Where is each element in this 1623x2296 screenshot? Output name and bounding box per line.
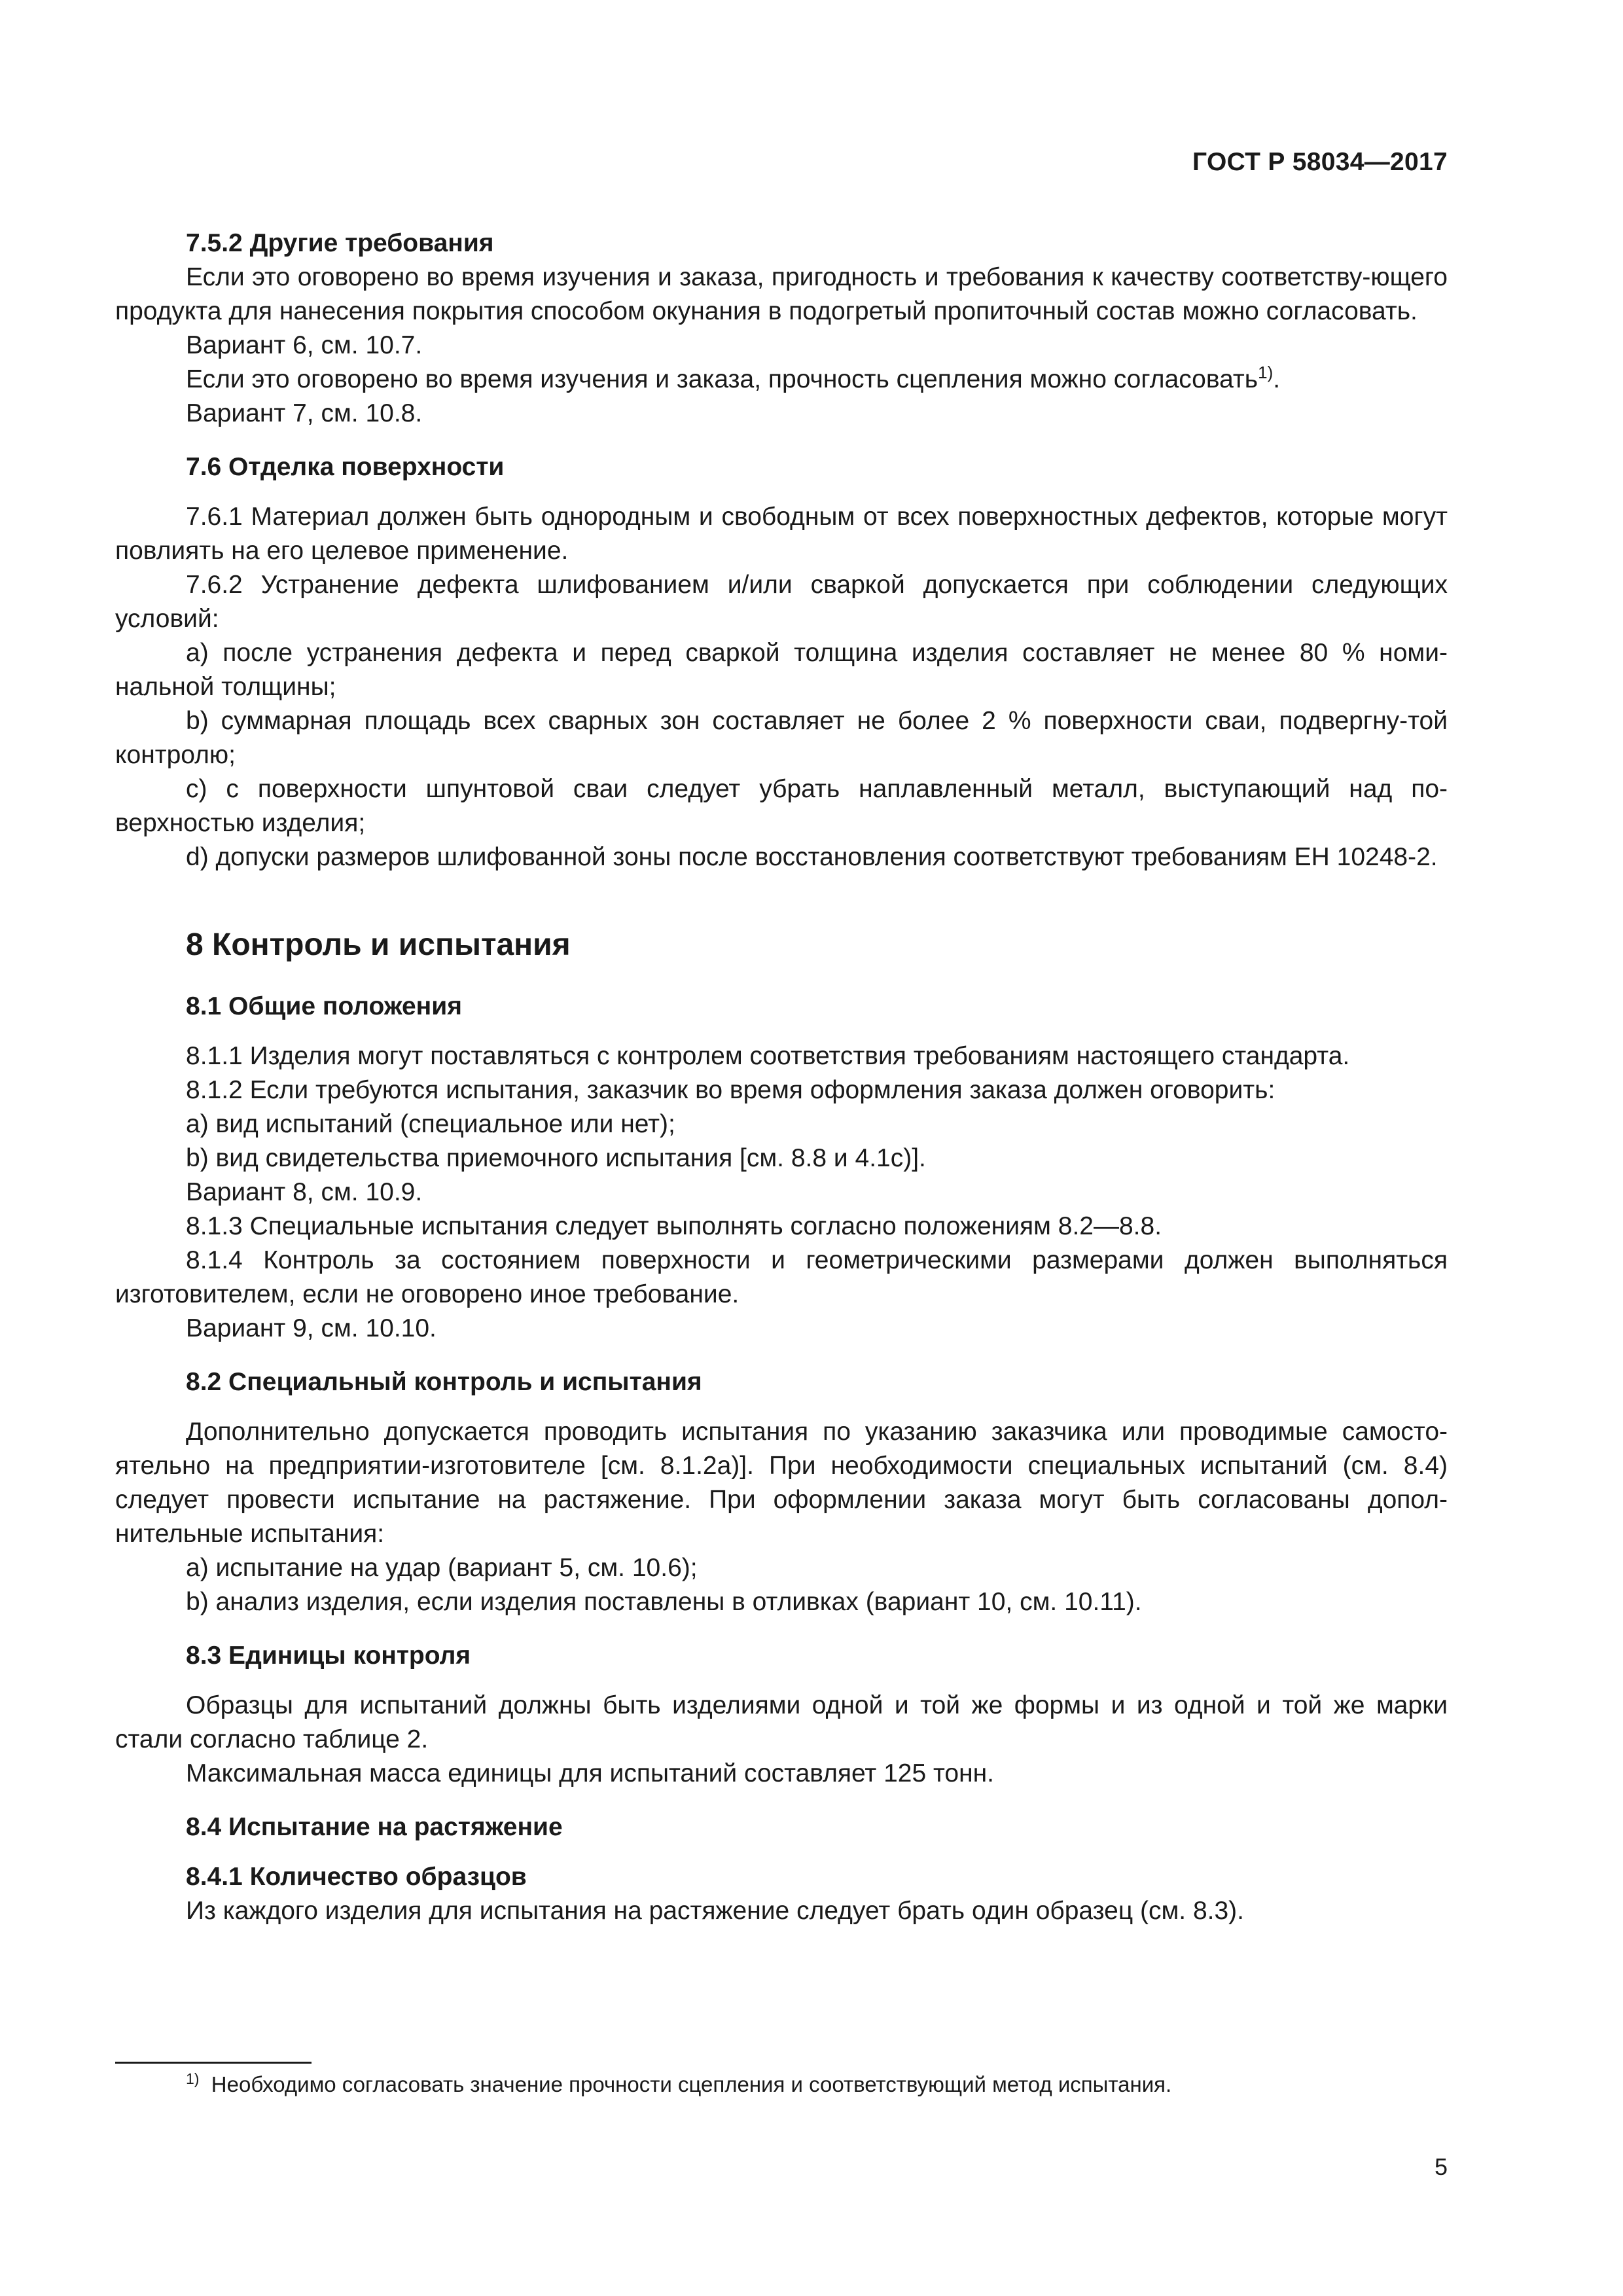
heading-8-4-1: 8.4.1 Количество образцов [186, 1863, 527, 1891]
footnote-marker: 1) [186, 2070, 200, 2087]
paragraph-7-6-2: 7.6.2 Устранение дефекта шлифованием и/или сваркой допускается при соблюдении следующих условий: [115, 571, 1448, 633]
paragraph-8-1-4: 8.1.4 Контроль за состоянием поверхности и геометрическими размерами должен выполняться изготовителем, если не оговорено иное требование. [115, 1246, 1448, 1308]
document-page [115, 0, 1448, 2296]
list-item-7-6-2-a: a) после устранения дефекта и перед сваркой толщина изделия составляет не менее 80 % номи-нальной толщины; [115, 639, 1448, 701]
heading-8-1: 8.1 Общие положения [186, 992, 462, 1020]
heading-section-8: 8 Контроль и испытания [186, 927, 571, 962]
paragraph-8-1-variant-9: Вариант 9, см. 10.10. [186, 1314, 437, 1342]
footnote [186, 2070, 1171, 2099]
page-number: 5 [1434, 2153, 1448, 2180]
page-body [115, 226, 1448, 1928]
heading-7-6: 7.6 Отделка поверхности [186, 453, 505, 481]
paragraph-8-3-2: Максимальная масса единицы для испытаний составляет 125 тонн. [186, 1759, 995, 1787]
paragraph-7-6-1: 7.6.1 Материал должен быть однородным и свободным от всех поверхностных дефектов, которые могут повлиять на его целевое применение. [115, 503, 1448, 565]
paragraph-8-1-3: 8.1.3 Специальные испытания следует выполнять согласно положениям 8.2—8.8. [186, 1212, 1162, 1240]
paragraph-7-5-2-3-end: . [1273, 365, 1281, 393]
paragraph-8-3-1: Образцы для испытаний должны быть изделиями одной и той же формы и из одной и той же марки стали согласно таблице 2. [115, 1691, 1448, 1753]
paragraph-8-1-variant-8: Вариант 8, см. 10.9. [186, 1178, 423, 1206]
paragraph-7-5-2-variant-7: Вариант 7, см. 10.8. [186, 399, 423, 427]
list-item-8-1-2-b: b) вид свидетельства приемочного испытания [см. 8.8 и 4.1c)]. [186, 1144, 926, 1172]
list-item-7-6-2-d: d) допуски размеров шлифованной зоны после восстановления соответствуют требованиям ЕН 10248-2. [186, 843, 1438, 871]
paragraph-7-5-2-variant-6: Вариант 6, см. 10.7. [186, 331, 423, 359]
footnote-text: Необходимо согласовать значение прочности сцепления и соответствующий метод испытания. [211, 2072, 1172, 2096]
paragraph-7-5-2-3-text: Если это оговорено во время изучения и заказа, прочность сцепления можно согласовать [186, 365, 1258, 393]
heading-8-3: 8.3 Единицы контроля [186, 1641, 471, 1670]
list-item-7-6-2-b: b) суммарная площадь всех сварных зон составляет не более 2 % поверхности сваи, подвергну-той контролю; [115, 707, 1448, 769]
paragraph-8-1-1: 8.1.1 Изделия могут поставляться с контролем соответствия требованиям настоящего стандарта. [186, 1042, 1350, 1070]
list-item-8-2-a: a) испытание на удар (вариант 5, см. 10.6); [186, 1554, 698, 1582]
list-item-8-1-2-a: a) вид испытаний (специальное или нет); [186, 1110, 675, 1138]
paragraph-7-5-2-3 [115, 363, 1448, 397]
list-item-7-6-2-c: c) с поверхности шпунтовой сваи следует убрать наплавленный металл, выступающий над по-верхностью изделия; [115, 775, 1448, 837]
heading-8-4: 8.4 Испытание на растяжение [186, 1813, 563, 1841]
paragraph-8-1-2: 8.1.2 Если требуются испытания, заказчик во время оформления заказа должен оговорить: [186, 1076, 1275, 1104]
paragraph-7-5-2-1: Если это оговорено во время изучения и заказа, пригодность и требования к качеству соответству-ющего продукта для нанесения покрытия способом окунания в подогретый пропиточный состав можно согласовать. [115, 263, 1448, 325]
heading-8-2: 8.2 Специальный контроль и испытания [186, 1368, 702, 1396]
heading-7-5-2: 7.5.2 Другие требования [186, 229, 494, 257]
document-code-header: ГОСТ Р 58034—2017 [1192, 148, 1448, 176]
list-item-8-2-b: b) анализ изделия, если изделия поставлены в отливках (вариант 10, см. 10.11). [186, 1588, 1142, 1616]
footnote-reference: 1) [1258, 363, 1274, 382]
footnote-separator [115, 2062, 312, 2064]
paragraph-8-4-1: Из каждого изделия для испытания на растяжение следует брать один образец (см. 8.3). [186, 1897, 1244, 1925]
paragraph-8-2-1: Дополнительно допускается проводить испытания по указанию заказчика или проводимые самосто-ятельно на предприятии-изготовителе [см. 8.1.2a)]. При необходимости специальных испытаний (см. 8.4) следует провести испытание на растяжение. При оформлении заказа могут быть согласованы допол-нительные испытания: [115, 1418, 1448, 1548]
